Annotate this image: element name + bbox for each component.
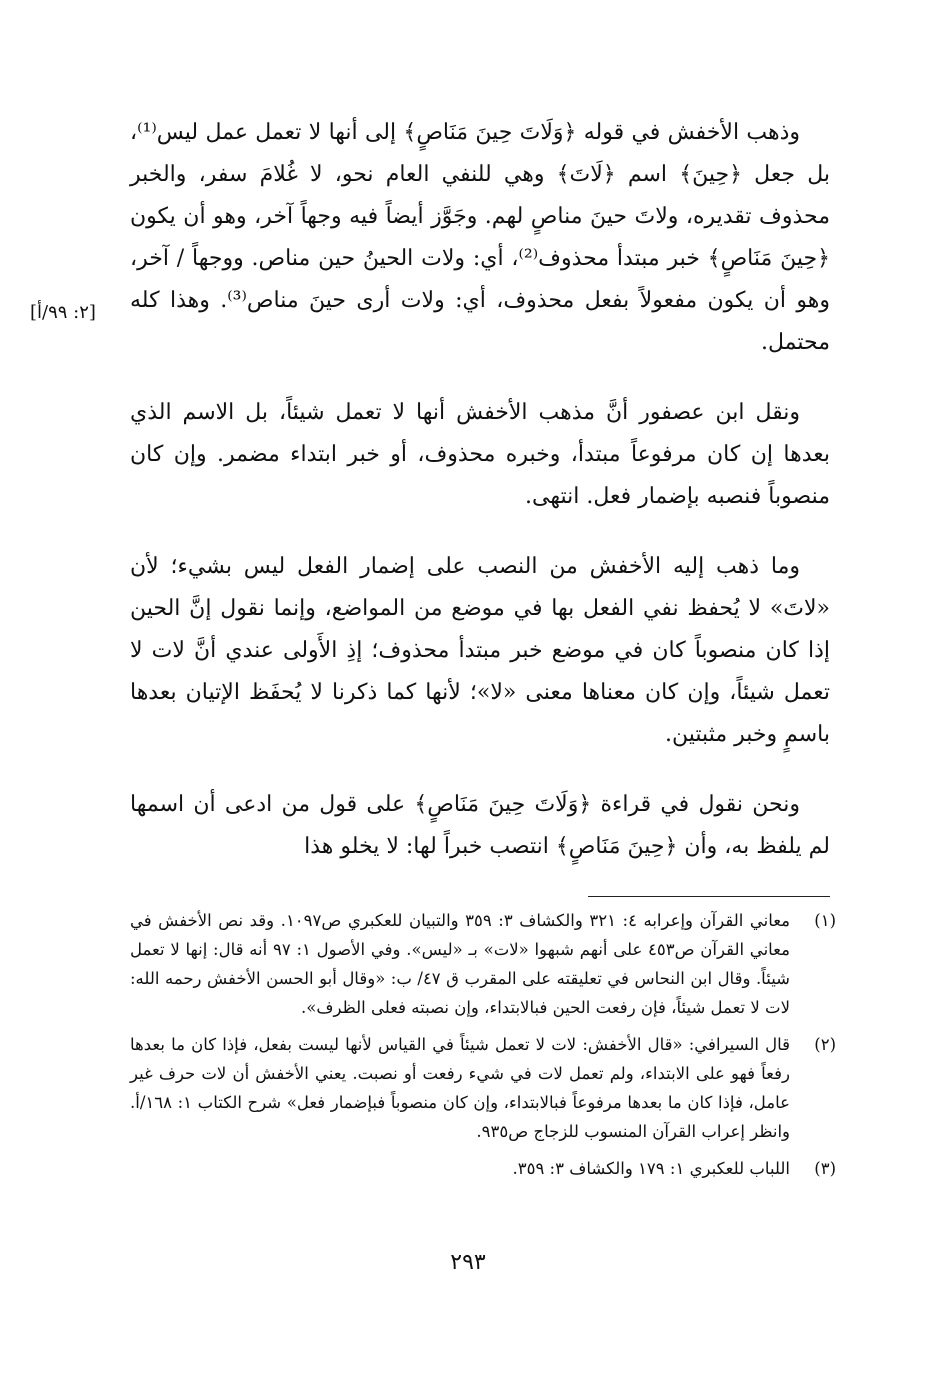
footnote	[130, 906, 836, 1022]
footnote	[130, 1030, 836, 1146]
paragraph: ونقل ابن عصفور أنَّ مذهب الأخفش أنها لا تعمل شيئاً، بل الاسم الذي بعدها إن كان مرفوعاً مبتدأ، وخبره محذوف، أو خبر ابتداء مضمر. وإن كان منصوباً فنصبه بإضمار فعل. انتهى.	[130, 400, 830, 509]
footnote-number: (٢)	[814, 1035, 836, 1054]
footnote-number: (٣)	[814, 1159, 836, 1178]
footnote-separator	[588, 896, 830, 897]
footnotes	[130, 906, 836, 1191]
footnote-number: (١)	[814, 911, 836, 930]
paragraph: ونحن نقول في قراءة ﴿وَلَاتَ حِينَ مَنَاصٍ﴾ على قول من ادعى أن اسمها لم يلفظ به، وأن ﴿حِينَ مَنَاصٍ﴾ انتصب خبراً لها: لا يخلو هذا	[130, 792, 830, 859]
manuscript-folio-reference: [٢: ٩٩/أ]	[30, 302, 96, 323]
page-number: ٢٩٣	[450, 1250, 486, 1275]
footnote-text: معاني القرآن وإعرابه ٤: ٣٢١ والكشاف ٣: ٣٥٩ والتبيان للعكبري ص١٠٩٧. وقد نص الأخفش في معاني القرآن ص٤٥٣ على أنهم شبهوا «لات» بـ «ليس». وفي الأصول ١: ٩٧ أنه قال: إنها لا تعمل شيئاً. وقال ابن النحاس في تعليقته على المقرب ق ٤٧/ ب: «وقال أبو الحسن الأخفش رحمه الله: لات لا تعمل شيئاً، فإن رفعت الحين فبالابتداء، وإن نصبته فعلى الظرف».	[130, 911, 791, 1017]
paragraph: وما ذهب إليه الأخفش من النصب على إضمار الفعل ليس بشيء؛ لأن «لاتَ» لا يُحفظ نفي الفعل بها في موضع من المواضع، وإنما نقول إنَّ الحين إذا كان منصوباً كان في موضع خبر مبتدأ محذوف؛ إذِ الأَولى عندي أنَّ لات لا تعمل شيئاً، وإن كان معناها معنى «لا»؛ لأنها كما ذكرنا لا يُحفَظ الإتيان بعدها باسمٍ وخبر مثبتين.	[130, 554, 830, 747]
footnote	[130, 1154, 836, 1183]
main-text	[130, 112, 830, 896]
footnote-text: اللباب للعكبري ١: ١٧٩ والكشاف ٣: ٣٥٩.	[512, 1159, 790, 1178]
paragraph: وذهب الأخفش في قوله ﴿وَلَاتَ حِينَ مَنَاصٍ﴾ إلى أنها لا تعمل عمل ليس⁽¹⁾، بل جعل ﴿حِينَ﴾ اسم ﴿لَاتَ﴾ وهي للنفي العام نحو، لا غُلامَ سفر، والخبر محذوف تقديره، ولاتَ حينَ مناصٍ لهم. وجَوَّز أيضاً فيه وجهاً آخر، وهو أن يكون ﴿حِينَ مَنَاصٍ﴾ خبر مبتدأ محذوف⁽²⁾، أي: ولات الحينُ حين مناص. ووجهاً / آخر، وهو أن يكون مفعولاً بفعل محذوف، أي: ولات أرى حينَ مناص⁽³⁾. وهذا كله محتمل.	[130, 120, 831, 355]
footnote-text: قال السيرافي: «قال الأخفش: لات لا تعمل شيئاً في القياس لأنها ليست بفعل، فإذا كان ما بعدها رفعاً فهو على الابتداء، ولم تعمل لات في شيء رفعت أو نصبت. يعني الأخفش أن لات حرف غير عامل، فإذا كان ما بعدها مرفوعاً فبالابتداء، وإن كان منصوباً فبإضمار فعل» شرح الكتاب ١: ١٦٨/أ. وانظر إعراب القرآن المنسوب للزجاج ص٩٣٥.	[130, 1035, 790, 1141]
